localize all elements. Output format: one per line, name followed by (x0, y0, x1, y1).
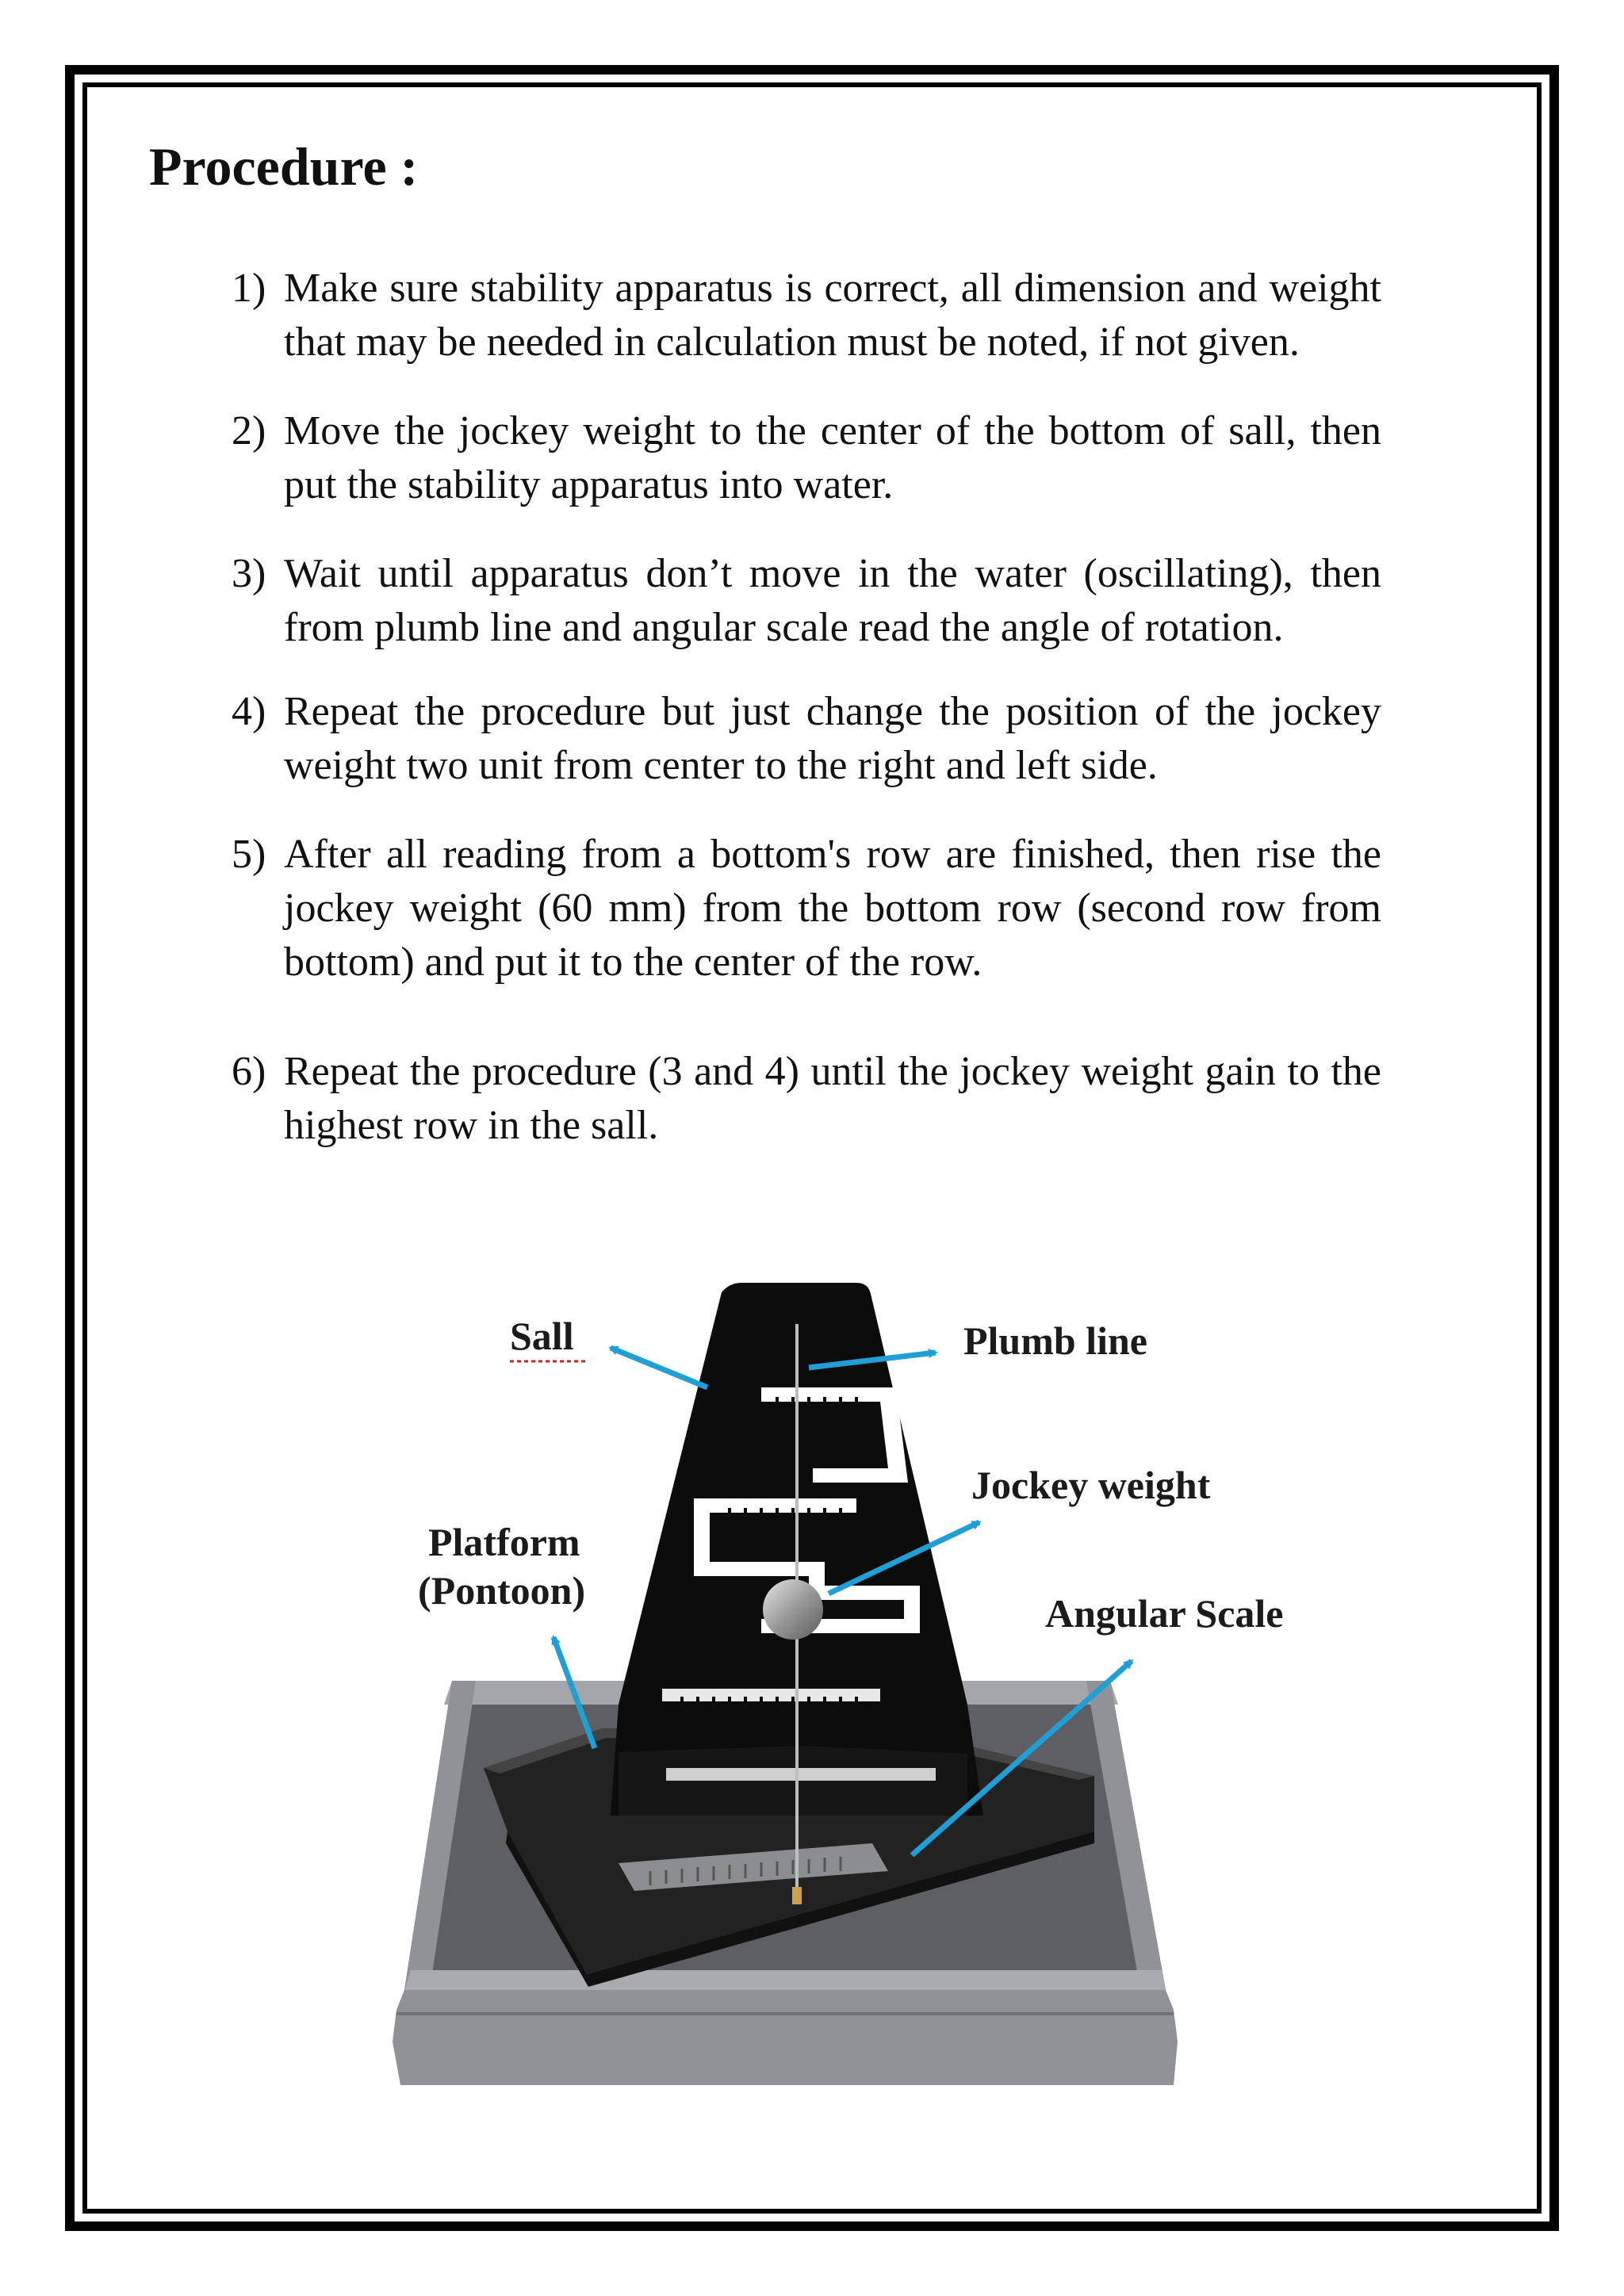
apparatus-illustration (381, 1261, 1332, 2101)
label-jockey-weight: Jockey weight (971, 1463, 1211, 1507)
procedure-steps (232, 262, 1381, 1153)
page-title: Procedure : (149, 136, 419, 197)
step-text: Move the jockey weight to the center of the bottom of sall, then put the stability apparatus into water. (284, 408, 1381, 507)
step-number: 1) (232, 266, 266, 311)
procedure-step (232, 404, 1381, 512)
label-angular-scale: Angular Scale (1045, 1591, 1284, 1636)
procedure-step (232, 1045, 1381, 1153)
label-plumb-line: Plumb line (963, 1318, 1147, 1363)
jockey-weight (763, 1579, 823, 1640)
procedure-step (232, 547, 1381, 655)
label-sall: Sall (510, 1314, 574, 1358)
step-text: After all reading from a bottom's row are finished, then rise the jockey weight (60 mm) from the bottom row (second row from bottom) and put it to the center of the row. (284, 832, 1381, 985)
label-pontoon: (Pontoon) (418, 1568, 586, 1613)
procedure-step (232, 262, 1381, 369)
stability-apparatus-figure (381, 1261, 1332, 2101)
step-text: Repeat the procedure (3 and 4) until the jockey weight gain to the highest row in the sall. (284, 1049, 1381, 1148)
procedure-step (232, 685, 1381, 793)
step-number: 2) (232, 408, 266, 453)
step-text: Wait until apparatus don’t move in the water (oscillating), then from plumb line and angular scale read the angle of rotation. (284, 551, 1381, 650)
label-platform: Platform (428, 1520, 580, 1564)
step-number: 6) (232, 1049, 266, 1094)
step-text: Repeat the procedure but just change the position of the jockey weight two unit from center to the right and left side. (284, 689, 1381, 788)
step-number: 3) (232, 551, 266, 596)
plumb-bob (792, 1887, 802, 1904)
step-text: Make sure stability apparatus is correct, all dimension and weight that may be needed in calculation must be noted, if not given. (284, 266, 1381, 365)
sail (611, 1283, 983, 1904)
step-number: 4) (232, 689, 266, 734)
step-number: 5) (232, 832, 266, 877)
procedure-step (232, 828, 1381, 989)
